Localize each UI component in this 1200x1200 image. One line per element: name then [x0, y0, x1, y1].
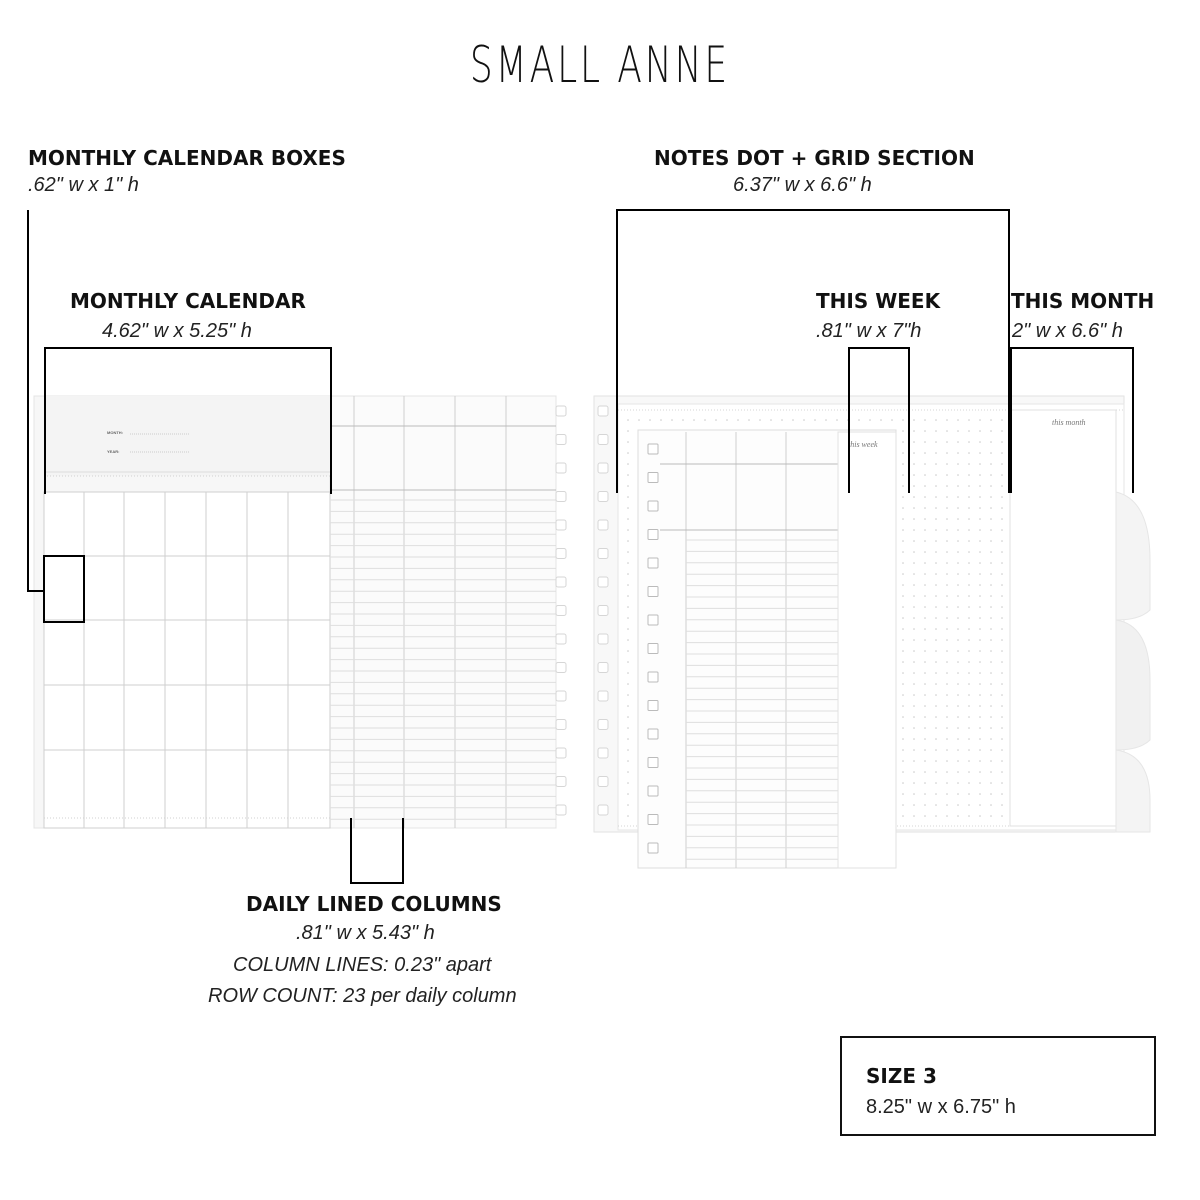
- daily-columns-label: DAILY LINED COLUMNS: [246, 892, 502, 916]
- monthly-boxes-label: MONTHLY CALENDAR BOXES: [28, 146, 346, 170]
- notes-section-label: NOTES DOT + GRID SECTION: [654, 146, 975, 170]
- daily-columns-row-count: ROW COUNT: 23 per daily column: [208, 985, 517, 1007]
- size-title: SIZE 3: [866, 1064, 937, 1088]
- this-week-header: this week: [848, 440, 878, 449]
- page-title: SMALL ANNE: [469, 36, 731, 94]
- notes-section-dims: 6.37" w x 6.6" h: [733, 174, 872, 196]
- daily-columns-line-spacing: COLUMN LINES: 0.23" apart: [233, 954, 492, 976]
- this-month-bracket: [1010, 347, 1134, 493]
- notes-section-bracket: [616, 209, 1010, 493]
- this-week-bracket: [848, 347, 910, 493]
- monthly-calendar-dims: 4.62" w x 5.25" h: [102, 320, 252, 342]
- monthly-calendar-label: MONTHLY CALENDAR: [70, 289, 306, 313]
- monthly-boxes-leader: [27, 210, 29, 592]
- this-month-label: THIS MONTH: [1011, 289, 1155, 313]
- this-month-header: this month: [1052, 418, 1086, 427]
- this-week-dims: .81" w x 7"h: [816, 320, 922, 342]
- month-field-label: MONTH:: [107, 430, 123, 435]
- daily-columns-bracket: [350, 818, 404, 884]
- monthly-boxes-leader-tick: [27, 590, 45, 592]
- this-week-label: THIS WEEK: [816, 289, 941, 313]
- monthly-calendar-bracket: [44, 347, 332, 494]
- daily-columns-dims: .81" w x 5.43" h: [296, 922, 435, 944]
- size-dims: 8.25" w x 6.75" h: [866, 1096, 1016, 1118]
- monthly-boxes-dims: .62" w x 1" h: [28, 174, 139, 196]
- this-month-dims: 2" w x 6.6" h: [1012, 320, 1123, 342]
- year-field-label: YEAR:: [107, 449, 120, 454]
